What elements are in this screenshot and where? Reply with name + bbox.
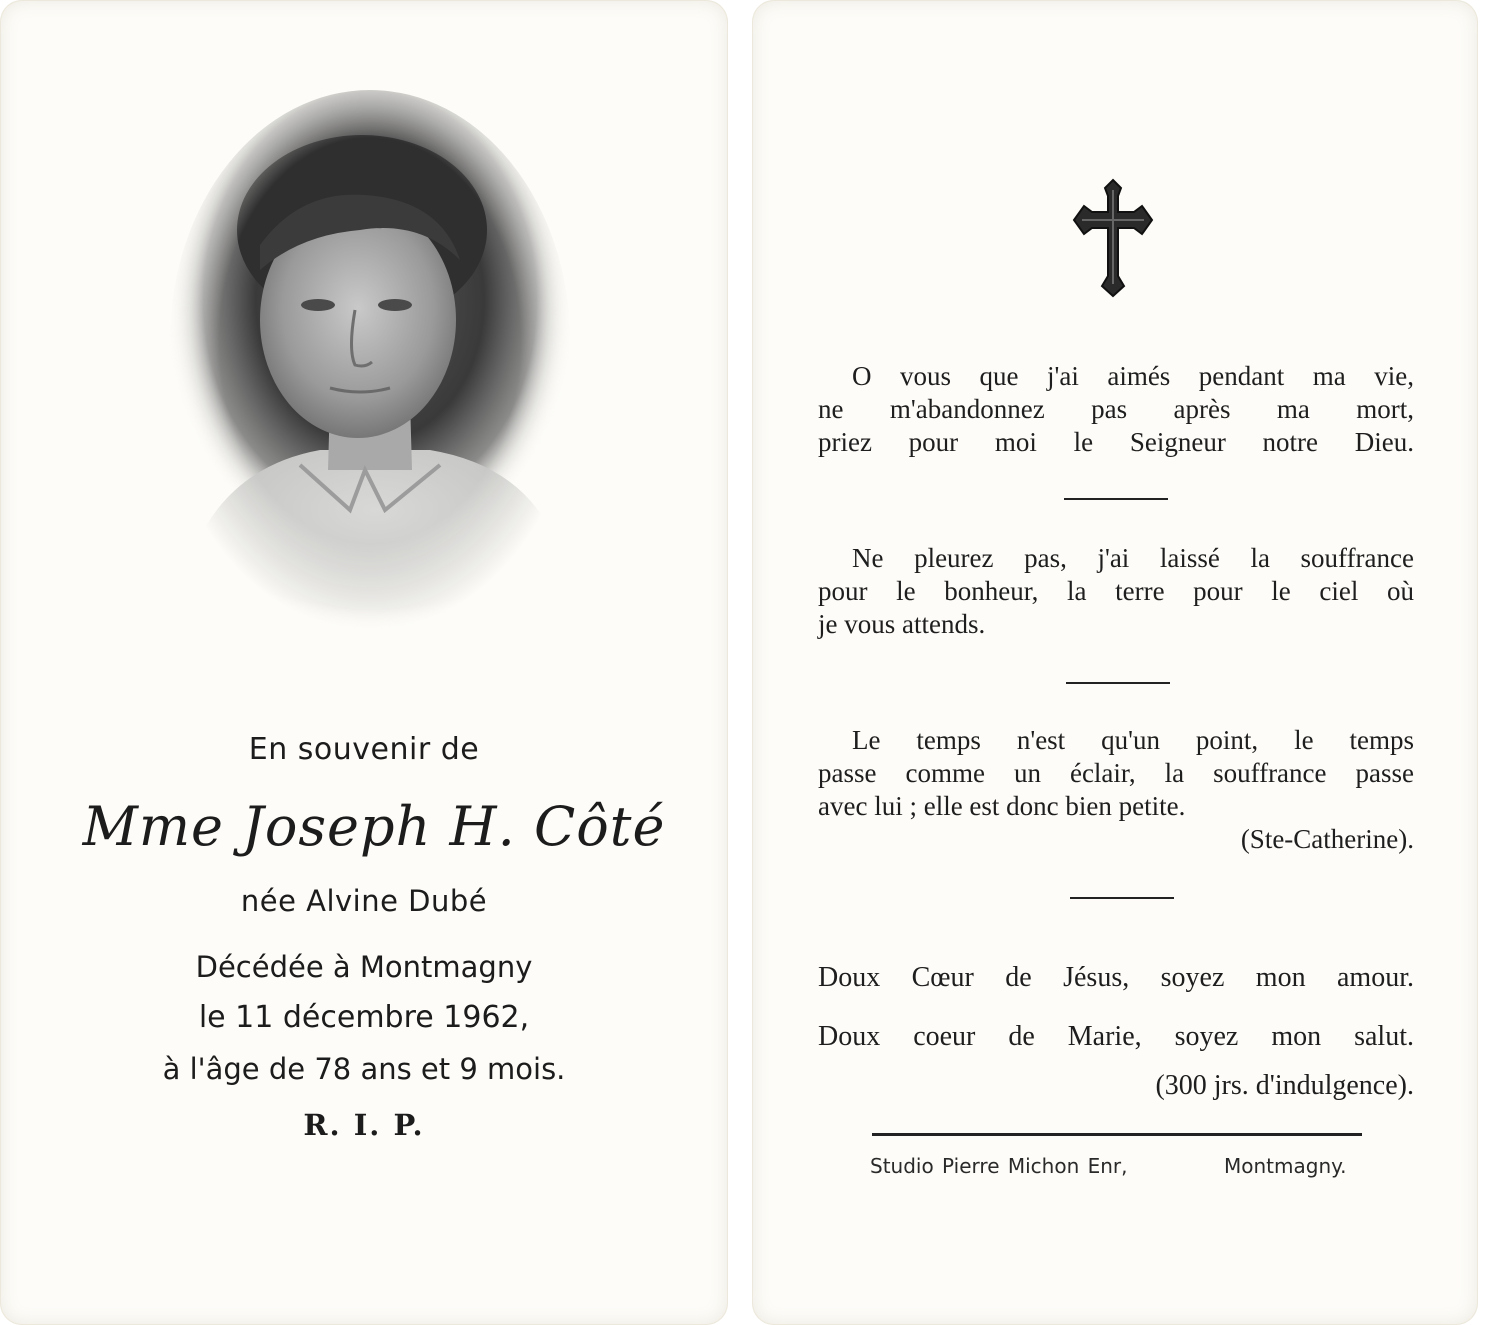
latin-cross-icon (1068, 176, 1158, 300)
rip-text: R. I. P. (303, 1108, 425, 1142)
verse-3 (818, 724, 1414, 856)
age-at-death: à l'âge de 78 ans et 9 mois. (162, 1052, 566, 1086)
prayer-mary: Doux coeur de Marie, soyez mon salut. (818, 1021, 1414, 1052)
souvenir-heading: En souvenir de (248, 732, 480, 767)
verse-2 (818, 542, 1414, 641)
memorial-card-front (0, 0, 728, 1325)
studio-city: Montmagny. (1224, 1154, 1347, 1178)
divider-2 (1066, 682, 1170, 684)
verse-2-line-1: Ne pleurez pas, j'ai laissé la souffrance (852, 543, 1414, 573)
studio-name: Studio Pierre Michon Enr, (870, 1154, 1128, 1178)
verse-1 (818, 360, 1414, 459)
prayer-sacred-heart: Doux Cœur de Jésus, soyez mon amour. (818, 962, 1414, 993)
portrait-photo (150, 70, 590, 650)
verse-3-line-2: passe comme un éclair, la souffrance passe (818, 758, 1414, 788)
studio-divider (872, 1133, 1362, 1136)
memorial-card-back (752, 0, 1478, 1325)
divider-1 (1064, 498, 1168, 500)
verse-1-line-3: priez pour moi le Seigneur notre Dieu. (818, 427, 1414, 457)
verse-1-line-1: O vous que j'ai aimés pendant ma vie, (852, 361, 1414, 391)
indulgence-note: (300 jrs. d'indulgence). (1155, 1070, 1414, 1101)
verse-3-line-3: avec lui ; elle est donc bien petite. (818, 791, 1186, 821)
death-place: Décédée à Montmagny (195, 950, 533, 984)
deceased-name: Mme Joseph H. Côté (82, 795, 666, 858)
verse-1-line-2: ne m'abandonnez pas après ma mort, (818, 394, 1414, 424)
verse-2-line-2: pour le bonheur, la terre pour le ciel où (818, 576, 1414, 606)
verse-3-line-1: Le temps n'est qu'un point, le temps (852, 725, 1414, 755)
maiden-name: née Alvine Dubé (240, 884, 488, 918)
verse-3-attribution: (Ste-Catherine). (1240, 824, 1414, 854)
divider-3 (1070, 897, 1174, 899)
verse-2-line-3: je vous attends. (818, 609, 986, 639)
death-date: le 11 décembre 1962, (198, 1000, 530, 1035)
